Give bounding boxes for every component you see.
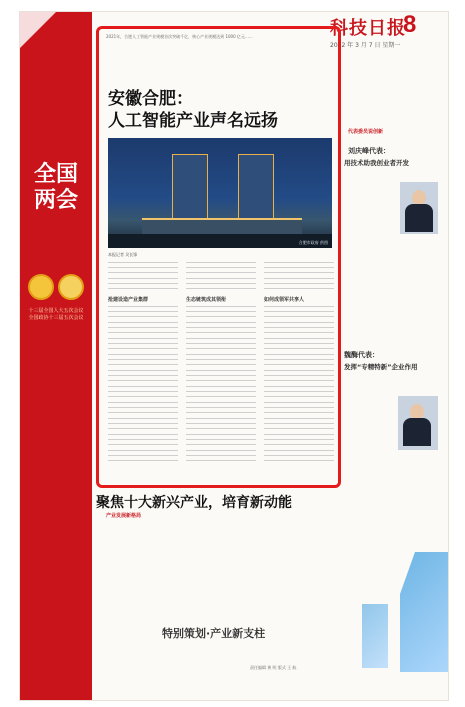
lower-headline: 聚焦十大新兴产业，培育新动能 — [96, 495, 292, 511]
cppcc-emblem-icon — [58, 274, 84, 300]
date-line: 2022 年 3 月 7 日 星期一 — [330, 42, 401, 49]
decorative-cubes — [400, 552, 448, 672]
national-emblem-icon — [28, 274, 54, 300]
newspaper-logo: 科技日报 — [330, 18, 406, 39]
right-section-tag: 代表委员说创新 — [348, 129, 384, 135]
article-column-1 — [108, 260, 178, 466]
masthead — [330, 11, 417, 40]
article-subhead-1: 抢建设造产业集群 — [108, 297, 149, 303]
photo-building-base — [142, 218, 302, 234]
portrait-1 — [400, 182, 438, 234]
emblem-group — [28, 274, 84, 300]
right-head-2a: 魏酶代表： — [344, 351, 379, 359]
article-byline: 本报记者 吴长锋 — [108, 252, 138, 257]
headline-line-2: 人工智能产业声名远扬 — [108, 111, 278, 131]
page-number: 8 — [403, 11, 417, 38]
right-head-1a: 刘庆峰代表： — [348, 147, 390, 155]
portrait-2 — [398, 396, 438, 450]
lower-tag: 产业发展新格局 — [106, 513, 142, 519]
right-head-2b: 发挥“专精特新”企业作用 — [344, 363, 418, 371]
sidebar-caption: 十三届全国人大五次会议 全国政协十三届五次会议 — [28, 308, 84, 321]
article-intro: 2021年，合肥人工智能产业规模首次突破千亿，核心产业规模达到 1000 亿元…… — [106, 34, 253, 39]
article-headline — [108, 88, 338, 132]
article-subhead-2: 生态链筑成其领衔 — [186, 297, 227, 303]
article-subhead-3: 如何成领军共享人 — [264, 297, 305, 303]
sidebar-fold — [20, 12, 56, 48]
article-photo — [108, 138, 332, 248]
headline-line-1: 安徽合肥： — [108, 89, 193, 109]
sidebar-title: 全国两会 — [33, 162, 78, 213]
bottom-title: 特别策划·产业新支柱 — [162, 627, 266, 640]
footer-credit: 责任编辑 黄 明 版式 王 航 — [250, 665, 297, 670]
red-sidebar — [20, 12, 92, 700]
right-head-1b: 用技术助我创业者开发 — [344, 159, 409, 167]
photo-credit: 合肥市政府 供图 — [298, 240, 328, 245]
article-column-3 — [264, 260, 334, 466]
article-column-2 — [186, 260, 256, 466]
decorative-cubes-small — [362, 604, 388, 668]
